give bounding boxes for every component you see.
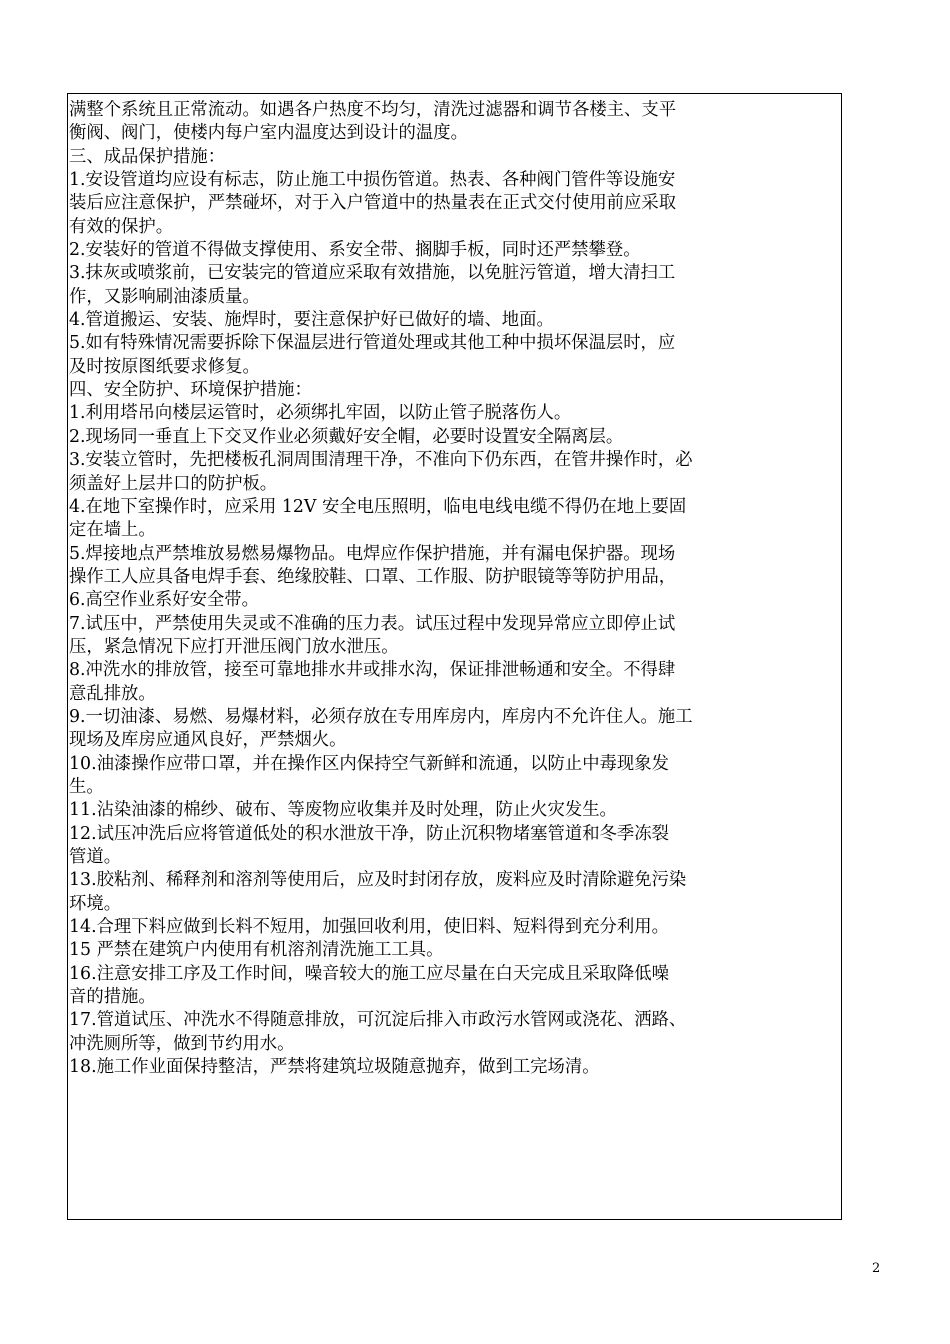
text-line: 现场及库房应通风良好，严禁烟火。 [69,730,347,751]
text-line: 及时按原图纸要求修复。 [69,356,260,377]
text-line: 2.安装好的管道不得做支撑使用、系安全带、搁脚手板，同时还严禁攀登。 [69,240,641,261]
section-heading: 三、成品保护措施： [69,146,226,167]
text-line: 须盖好上层井口的防护板。 [69,473,278,494]
text-line: 冲洗厕所等，做到节约用水。 [69,1033,295,1054]
text-line: 5.焊接地点严禁堆放易燃易爆物品。电焊应作保护措施，并有漏电保护器。现场 [69,543,676,564]
text-line: 音的措施。 [69,987,156,1008]
text-line: 12.试压冲洗后应将管道低处的积水泄放干净，防止沉积物堵塞管道和冬季冻裂 [69,823,669,844]
text-line: 11.沾染油漆的棉纱、破布、等废物应收集并及时处理，防止火灾发生。 [69,800,617,821]
text-line: 3.抹灰或喷浆前，已安装完的管道应采取有效措施，以免脏污管道，增大清扫工 [69,263,676,284]
text-line: 满整个系统且正常流动。如遇各户热度不均匀，清洗过滤器和调节各楼主、支平 [69,100,677,120]
text-line: 9.一切油漆、易燃、易爆材料，必须存放在专用库房内，库房内不允许住人。施工 [69,706,693,727]
text-line: 17.管道试压、冲洗水不得随意排放，可沉淀后排入市政污水管网或浇花、洒路、 [69,1010,687,1031]
text-line: 生。 [69,776,104,797]
document-body [68,94,841,1079]
text-line: 压，紧急情况下应打开泄压阀门放水泄压。 [69,636,399,657]
text-line: 15 严禁在建筑户内使用有机溶剂清洗施工工具。 [69,940,444,961]
text-line: 1.安设管道均应设有标志，防止施工中损伤管道。热表、各种阀门管件等设施安 [69,170,676,191]
text-line: 6.高空作业系好安全带。 [69,590,259,611]
text-line: 8.冲洗水的排放管，接至可靠地排水井或排水沟，保证排泄畅通和安全。不得肆 [69,660,676,681]
text-line: 14.合理下料应做到长料不短用，加强回收利用，使旧料、短料得到充分利用。 [69,917,669,938]
text-line: 装后应注意保护，严禁碰坏，对于入户管道中的热量表在正式交付使用前应采取 [69,193,677,214]
text-line: 操作工人应具备电焊手套、绝缘胶鞋、口罩、工作服、防护眼镜等等防护用品， [69,566,677,587]
text-line: 13.胶粘剂、稀释剂和溶剂等使用后，应及时封闭存放，废料应及时清除避免污染 [69,870,687,891]
text-line: 环境。 [69,893,122,914]
text-line: 定在墙上。 [69,520,156,541]
text-line: 1.利用塔吊向楼层运管时，必须绑扎牢固，以防止管子脱落伤人。 [69,403,572,424]
text-line: 管道。 [69,847,122,867]
text-line: 10.油漆操作应带口罩，并在操作区内保持空气新鲜和流通，以防止中毒现象发 [69,753,669,774]
text-line: 意乱排放。 [69,683,156,704]
text-line: 18.施工作业面保持整洁，严禁将建筑垃圾随意抛弃，做到工完场清。 [69,1057,600,1078]
text-line: 2.现场同一垂直上下交叉作业必须戴好安全帽，必要时设置安全隔离层。 [69,426,624,447]
text-line: 衡阀、阀门，使楼内每户室内温度达到设计的温度。 [69,123,468,144]
text-line: 作，又影响刷油漆质量。 [69,286,260,307]
text-line: 有效的保护。 [69,216,174,237]
page-number: 2 [872,1261,881,1276]
text-line: 7.试压中，严禁使用失灵或不准确的压力表。试压过程中发现异常应立即停止试 [69,613,676,634]
content-table-cell [67,93,842,1220]
text-line: 4.管道搬运、安装、施焊时，要注意保护好已做好的墙、地面。 [69,310,554,331]
text-line: 5.如有特殊情况需要拆除下保温层进行管道处理或其他工种中损坏保温层时，应 [69,333,676,354]
section-heading: 四、安全防护、环境保护措施： [69,380,312,401]
text-line: 3.安装立管时，先把楼板孔洞周围清理干净，不准向下仍东西，在管井操作时，必 [69,450,693,471]
text-line: 4.在地下室操作时，应采用 12V 安全电压照明，临电电线电缆不得仍在地上要固 [69,496,687,517]
text-line: 16.注意安排工序及工作时间，噪音较大的施工应尽量在白天完成且采取降低噪 [69,963,669,984]
